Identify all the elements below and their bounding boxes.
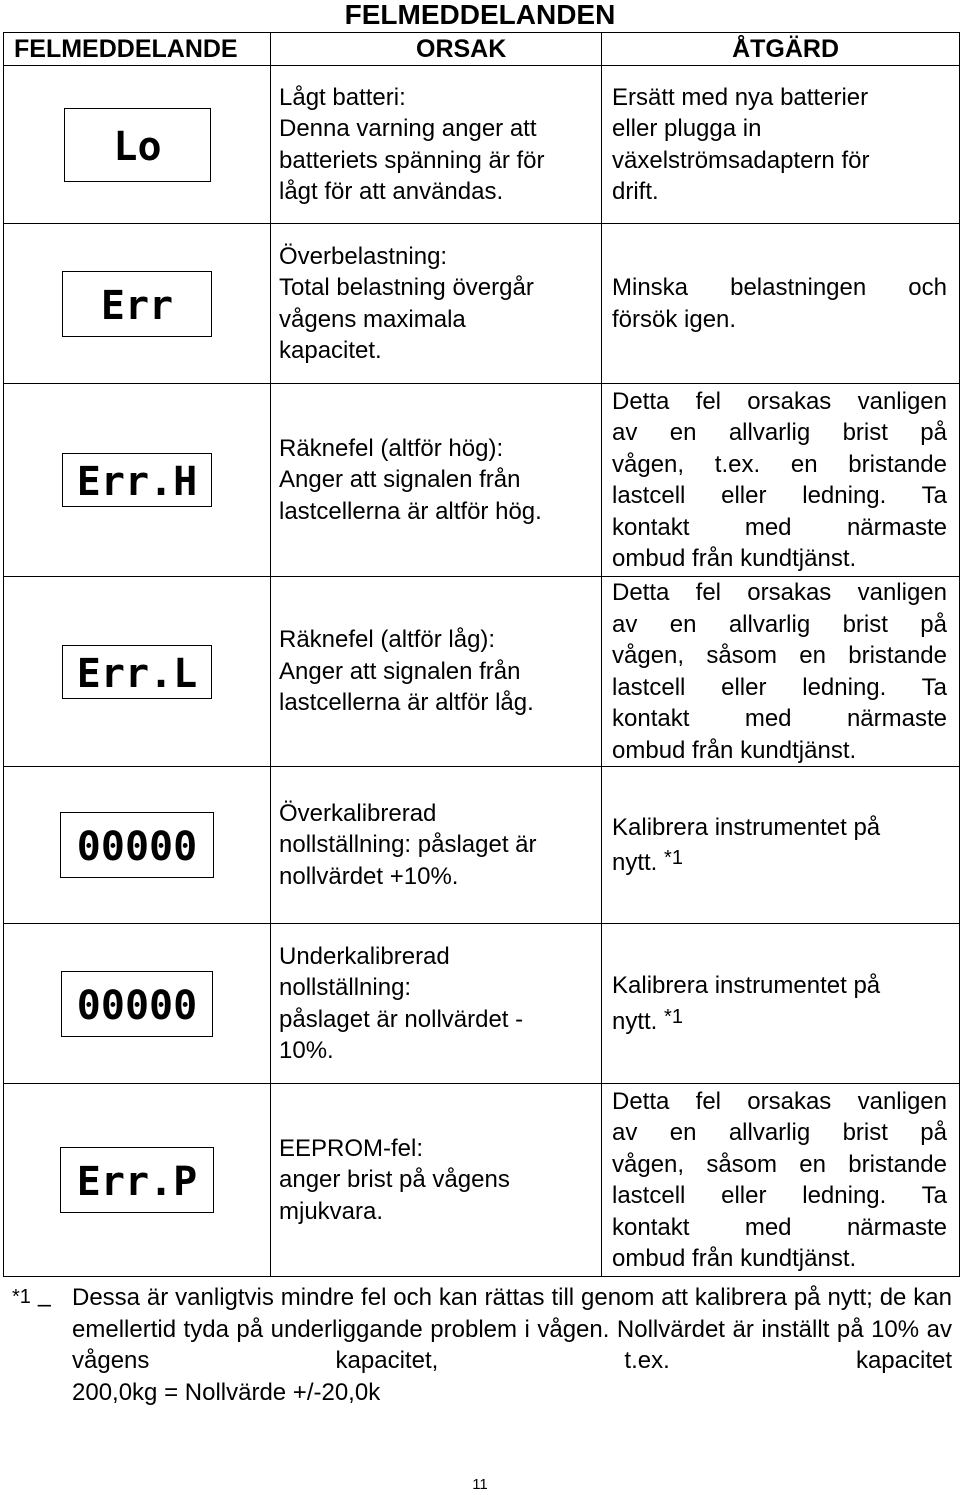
action-cell bbox=[602, 224, 960, 384]
action-line: av en allvarlig brist på bbox=[612, 610, 947, 638]
display-cell bbox=[4, 384, 271, 577]
action-line: eller plugga in bbox=[612, 115, 762, 142]
cause-line: anger brist på vågens bbox=[279, 1166, 510, 1194]
cause-cell bbox=[271, 224, 602, 384]
table-row bbox=[4, 384, 960, 577]
action-line: Detta fel orsakas vanligen bbox=[612, 1087, 947, 1115]
lcd-text: Err.H bbox=[76, 459, 198, 505]
footnote bbox=[12, 1282, 952, 1408]
lcd-display-icon bbox=[60, 812, 214, 878]
footnote-reference: *1 bbox=[664, 847, 683, 869]
table-row bbox=[4, 66, 960, 224]
display-cell bbox=[4, 577, 271, 767]
display-cell bbox=[4, 224, 271, 384]
action-cell bbox=[602, 924, 960, 1084]
cause-line: EEPROM-fel: bbox=[279, 1134, 424, 1162]
cause-line: Lågt batteri: bbox=[279, 83, 406, 111]
lcd-display-icon bbox=[62, 645, 212, 699]
cause-line: Anger att signalen från bbox=[279, 657, 521, 685]
table-row bbox=[4, 924, 960, 1084]
action-line: kontakt med närmaste bbox=[612, 1213, 947, 1241]
cause-cell bbox=[271, 767, 602, 924]
lcd-text: 00000 bbox=[76, 824, 198, 870]
action-line: ombud från kundtjänst. bbox=[612, 1245, 857, 1272]
cause-cell bbox=[271, 924, 602, 1084]
cause-line: nollvärdet +10%. bbox=[279, 862, 459, 890]
lcd-text: Err.L bbox=[76, 650, 198, 697]
cause-line: batteriets spänning är för bbox=[279, 146, 545, 174]
table-row bbox=[4, 224, 960, 384]
display-cell bbox=[4, 767, 271, 924]
display-cell bbox=[4, 66, 271, 224]
cause-cell bbox=[271, 577, 602, 767]
lcd-display-icon bbox=[64, 108, 211, 182]
action-line: Detta fel orsakas vanligen bbox=[612, 579, 947, 606]
action-line: drift. bbox=[612, 178, 659, 205]
action-line: lastcell eller ledning. Ta bbox=[612, 1182, 947, 1209]
action-line: av en allvarlig brist på bbox=[612, 419, 947, 446]
page-title: FELMEDDELANDEN bbox=[344, 0, 616, 30]
lcd-text: Lo bbox=[112, 123, 162, 170]
action-line: av en allvarlig brist på bbox=[612, 1119, 947, 1146]
action-line: växelströmsadaptern för bbox=[612, 146, 870, 174]
cause-line: Underkalibrerad bbox=[279, 942, 450, 970]
footnote-line: Nollvärdet är inställt på 10% av vågens kapacitet, t.ex. kapacitet bbox=[72, 1315, 952, 1374]
cause-line: nollställning: bbox=[279, 974, 412, 1001]
table-row bbox=[4, 767, 960, 924]
display-cell bbox=[4, 924, 271, 1084]
action-line: nytt. $^{*1}$ bbox=[612, 1005, 683, 1035]
action-line: vågen, t.ex. en bristande bbox=[612, 450, 947, 478]
action-cell bbox=[602, 66, 960, 224]
action-line: kontakt med närmaste bbox=[612, 513, 947, 541]
footnote-line: Dessa är vanligtvis mindre fel och kan rättas till genom att kalibrera på bbox=[72, 1284, 821, 1311]
lcd-display-icon bbox=[61, 971, 213, 1037]
cause-line: Total belastning övergår bbox=[279, 274, 534, 301]
cause-line: Överkalibrerad bbox=[279, 799, 437, 827]
action-line: vågen, såsom en bristande bbox=[612, 642, 947, 669]
action-cell bbox=[602, 384, 960, 577]
action-line: ombud från kundtjänst. bbox=[612, 545, 857, 572]
action-line: Kalibrera instrumentet på bbox=[612, 813, 881, 841]
action-line: Ersätt med nya batterier bbox=[612, 83, 869, 111]
footnote-text bbox=[72, 1282, 952, 1408]
action-line: nytt. $^{*1}$ bbox=[612, 847, 683, 876]
cause-line: Räknefel (altför låg): bbox=[279, 626, 496, 654]
footnote-line: 200,0kg = Nollvärde +/-20,0k bbox=[72, 1378, 381, 1406]
cause-cell bbox=[271, 384, 602, 577]
cause-line: Anger att signalen från bbox=[279, 466, 521, 494]
cause-line: kapacitet. bbox=[279, 337, 382, 364]
lcd-display-icon bbox=[60, 1147, 214, 1213]
action-line: ombud från kundtjänst. bbox=[612, 736, 857, 764]
action-line: Kalibrera instrumentet på bbox=[612, 972, 881, 999]
cause-line: nollställning: påslaget är bbox=[279, 831, 537, 859]
action-cell bbox=[602, 767, 960, 924]
cause-line: 10%. bbox=[279, 1037, 334, 1064]
action-cell bbox=[602, 577, 960, 767]
header-action: ÅTGÄRD bbox=[602, 33, 960, 66]
cause-cell bbox=[271, 66, 602, 224]
cause-line: Överbelastning: bbox=[279, 242, 448, 270]
table-row bbox=[4, 1084, 960, 1277]
header-message: FELMEDDELANDE bbox=[4, 33, 271, 66]
action-cell bbox=[602, 1084, 960, 1277]
cause-line: Räknefel (altför hög): bbox=[279, 434, 504, 462]
cause-line: lastcellerna är altför låg. bbox=[279, 689, 534, 717]
footnote-reference: *1 bbox=[664, 1005, 683, 1028]
cause-line: Denna varning anger att bbox=[279, 115, 537, 142]
cause-line: lastcellerna är altför hög. bbox=[279, 497, 542, 525]
header-cause: ORSAK bbox=[271, 33, 602, 66]
action-line: kontakt med närmaste bbox=[612, 705, 947, 732]
action-line: Minska belastningen och bbox=[612, 274, 947, 301]
footnote-line: nytt; de kan emellertid tyda på underliggande problem i vågen. bbox=[72, 1284, 952, 1343]
table-header-row bbox=[4, 33, 960, 66]
cause-line: mjukvara. bbox=[279, 1197, 384, 1225]
action-line: vågen, såsom en bristande bbox=[612, 1150, 947, 1178]
action-line: Detta fel orsakas vanligen bbox=[612, 387, 947, 415]
footnote-mark: $^{*1}$ – bbox=[12, 1286, 51, 1318]
display-cell bbox=[4, 1084, 271, 1277]
error-table bbox=[3, 32, 960, 1277]
lcd-display-icon bbox=[62, 453, 212, 507]
lcd-text: Err bbox=[100, 282, 174, 329]
table-row bbox=[4, 577, 960, 767]
lcd-text: 00000 bbox=[76, 982, 198, 1029]
page-number: 11 bbox=[472, 1476, 488, 1493]
lcd-display-icon bbox=[62, 271, 212, 337]
cause-line: lågt för att användas. bbox=[279, 178, 504, 205]
action-line: lastcell eller ledning. Ta bbox=[612, 482, 947, 509]
cause-cell bbox=[271, 1084, 602, 1277]
action-line: lastcell eller ledning. Ta bbox=[612, 673, 947, 701]
lcd-text: Err.P bbox=[76, 1159, 198, 1205]
cause-line: påslaget är nollvärdet - bbox=[279, 1005, 524, 1033]
action-line: försök igen. bbox=[612, 305, 737, 333]
cause-line: vågens maximala bbox=[279, 305, 466, 333]
